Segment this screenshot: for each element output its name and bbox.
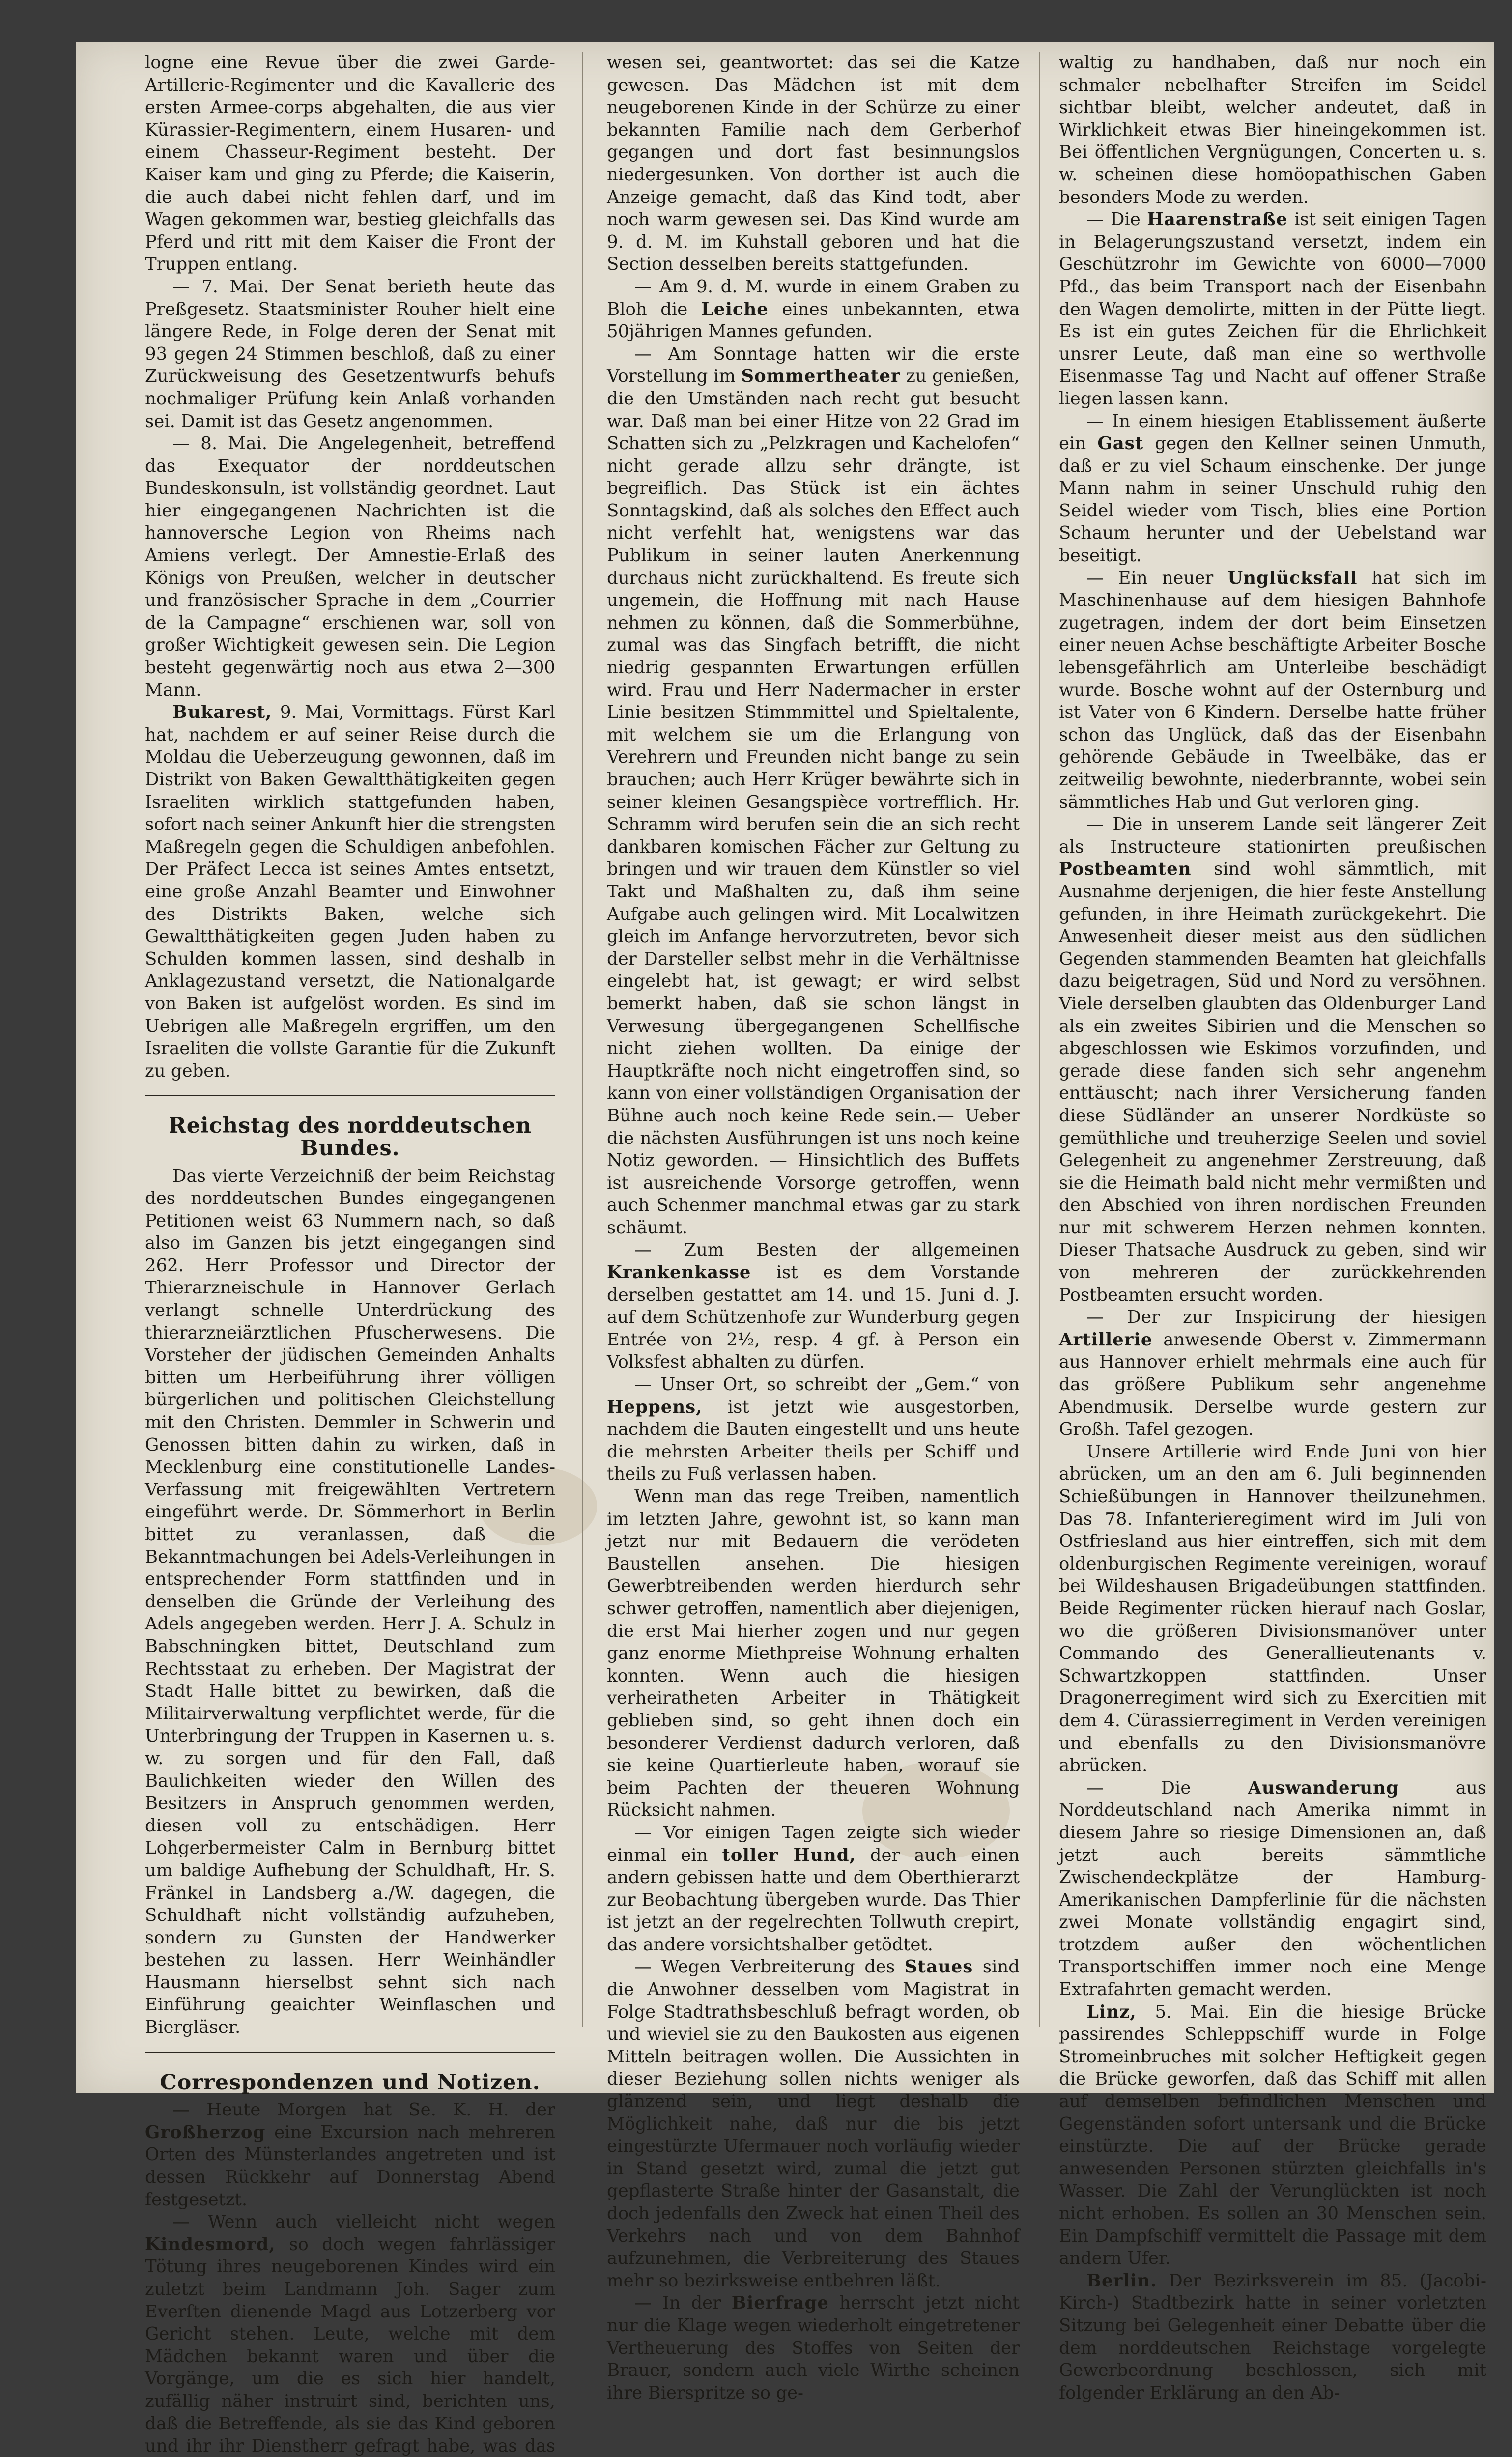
keyword: Kindesmord, [145,2234,276,2255]
keyword: Bierfrage [731,2293,829,2314]
keyword: Gast [1097,433,1144,454]
section-rule [145,1095,555,1096]
article-paragraph [1059,410,1486,567]
keyword: Großherzog [145,2122,266,2143]
column-separator [1039,52,1040,2027]
paragraph-text: — Wegen Verbreiterung des [634,1957,905,1977]
article-paragraph: wesen sei, geantwortet: das sei die Katze gewesen. Das Mädchen ist mit dem neugeborenen Kinde in der Schürze zu einer bekannten Familie nach dem Gerberhof gegangen und dort fast besinnungslos niedergesunken. Von dorther ist auch die Anzeige gemacht, daß das Kind todt, aber noch warm gewesen sei. Das Kind wurde am 9. d. M. im Kuhstall geboren und hat die Section desselben bereits stattgefunden. [607,53,1020,275]
article-paragraph [1059,208,1486,410]
keyword: Heppens, [607,1397,703,1417]
article-paragraph [145,701,555,1082]
article-paragraph [145,2099,555,2211]
article-paragraph [607,1373,1020,1486]
paragraph-text: aus Norddeutschland nach Amerika nimmt in diesem Jahre so riesige Dimensionen an, daß jetzt auch bereits sämmtliche Zwischendeckplätze der Hamburg-Amerikanischen Dampferlinie für die nächsten zwei Monate vollständig engagirt sind, trotzdem außer den wöchentlichen Transportschiffen immer noch eine Menge Extrafahrten gemacht werden. [1059,1777,1486,2000]
place-dateline: Berlin. [1086,2270,1157,2291]
paragraph-text: hat sich im Maschinenhause auf dem hiesigen Bahnhofe zugetragen, indem der dort beim Einsetzen einer neuen Achse beschäftigte Arbeiter Bosche lebensgefährlich am Unterleibe beschädigt wurde. Bosche wohnt auf der Osternburg und ist Vater von 6 Kindern. Derselbe hatte früher schon das Unglück, daß das der Eisenbahn gehörende Gebäude in Tweelbäke, das er zeitweilig bewohnte, niederbrannte, wobei sein sämmtliches Hab und Gut verloren ging. [1059,568,1486,812]
paragraph-text: — Der zur Inspicirung der hiesigen [1086,1307,1486,1328]
paragraph-text: — Vor einigen Tagen zeigte sich wieder einmal ein [607,1822,1020,1865]
paragraph-text: eines unbekannten, etwa 50jährigen Mannes gefunden. [607,299,1020,342]
place-dateline: Linz, [1086,2001,1137,2022]
column-2 [607,52,1020,2404]
paragraph-text: zu genießen, die den Umständen nach recht gut besucht war. Daß man bei einer Hitze von 22 Grad im Schatten sich zu „Pelzkragen und Kachelofen“ nicht gerade allzu sehr drängte, ist begreiflich. Das Stück ist ein ächtes Sonntagskind, daß als solches den Effect auch nicht verfehlt hat, wenigstens war das Publikum in seiner lauten Anerkennung durchaus nicht zurückhaltend. Es freute sich ungemein, die Hoffnung mit nach Hause nehmen zu können, daß die Sommerbühne, zumal was das Singfach betrifft, die nicht niedrig gespannten Erwartungen erfüllen wird. Frau und Herr Nadermacher in erster Linie besitzen Stimmmittel und Spieltalente, mit welchem sie um die Erlangung von Verehrern und Freunden nicht bange zu sein brauchen; auch Herr Krüger bewährte sich in seiner kleinen Gesangspièce vortrefflich. Hr. Schramm wird berufen sein die an sich recht dankbaren komischen Fächer zur Geltung zu bringen und wir trauen dem Künstler so viel Takt und Maßhalten zu, daß ihm seine Aufgabe auch gelingen wird. Mit Localwitzen gleich im Anfange hervorzutreten, bevor sich der Darsteller selbst mehr in die Verhältnisse eingelebt hat, ist gewagt; er wird selbst bemerkt haben, daß sie schon längst in Verwesung übergegangenen Schellfische nicht ziehen wollten. Da einige der Hauptkräfte noch nicht eingetroffen sind, so kann von einer vollständigen Organisation der Bühne auch noch keine Rede sein.— Ueber die nächsten Ausführungen ist uns noch keine Notiz geworden. — Hinsichtlich des Buffets ist ausreichende Vorsorge getroffen, wenn auch Schenmer manchmal etwas gar zu stark schäumt. [607,366,1020,1238]
keyword: Artillerie [1059,1329,1153,1350]
article-paragraph: waltig zu handhaben, daß nur noch ein schmaler nebelhafter Streifen im Seidel sichtbar bleibt, welcher andeutet, daß in Wirklichkeit etwas Bier hineingekommen ist. Bei öffentlichen Vergnügungen, Concerten u. s. w. scheinen diese homöopathischen Gaben besonders Mode zu werden. [1059,53,1486,207]
article-paragraph [1059,2001,1486,2270]
paragraph-text: — Die [1086,209,1147,230]
paragraph-text: herrscht jetzt nicht nur die Klage wegen wiederholt eingetretener Vertheuerung des Stoffes von Seiten der Brauer, sondern auch viele Wirthe scheinen ihre Bierspritze so ge- [607,2293,1020,2403]
article-paragraph [1059,1777,1486,2001]
paragraph-text: — Am 9. d. M. wurde in einem Graben zu Bloh die [607,276,1020,319]
paragraph-text: eine Excursion nach mehreren Orten des Münsterlandes angetreten und ist dessen Rückkehr auf Donnerstag Abend festgesetzt. [145,2122,555,2210]
paragraph-text: gegen den Kellner seinen Unmuth, daß er zu viel Schaum einschenke. Der junge Mann nahm in seiner Unschuld ruhig den Seidel wieder vom Tisch, blies eine Portion Schaum herunter und der Uebelstand war beseitigt. [1059,433,1486,566]
keyword: Unglücksfall [1227,568,1358,588]
paragraph-text: sind wohl sämmtlich, mit Ausnahme derjenigen, die hier feste Anstellung gefunden, in ihre Heimath zurückgekehrt. Die Anwesenheit dieser meist aus den südlichen Gegenden stammenden Beamten hat gleichfalls dazu beigetragen, Süd und Nord zu versöhnen. Viele derselben glaubten das Oldenburger Land als ein zweites Sibirien und die Menschen so abgeschlossen wie Eskimos vorzufinden, und gerade diese fanden sich sehr angenehm enttäuscht; nach ihrer Versicherung fanden diese Südländer an unserer Nordküste so gemüthliche und treuherzige Seelen und soviel Gelegenheit zu angenehmer Zerstreuung, daß sie die Heimath bald nicht mehr vermißten und den Abschied von ihren nordischen Freunden nur mit schwerem Herzen nehmen konnten. Dieser Thatsache Ausdruck zu geben, sind wir von mehreren der zurückkehrenden Postbeamten ersucht worden. [1059,859,1486,1305]
keyword: Haarenstraße [1147,209,1288,230]
paragraph-text: sind die Anwohner desselben vom Magistrat in Folge Stadtrathsbeschluß befragt worden, ob und wieviel sie zu den Baukosten aus eigenen Mitteln beitragen wollen. Die Aussichten in dieser Beziehung sollen nichts weniger als glänzend sein, und liegt deshalb die Möglichkeit nahe, daß nur die bis jetzt eingestürzte Ufermauer noch vorläufig wieder in Stand gesetzt wird, zumal die jetzt gut gepflasterte Straße hinter der Gasanstalt, die doch jedenfalls den Zweck hat einen Theil des Verkehrs nach und von dem Bahnhof aufzunehmen, die Verbreiterung des Staues mehr so bezirksweise entbehren läßt. [607,1957,1020,2291]
keyword: Staues [904,1957,973,1977]
article-paragraph [607,343,1020,1239]
paragraph-text: — Die [1086,1777,1248,1798]
article-paragraph [607,2292,1020,2404]
article-paragraph [1059,567,1486,814]
keyword: Sommertheater [741,366,901,387]
keyword: Leiche [701,299,769,319]
article-paragraph [1059,813,1486,1306]
paragraph-text: — Die in unserem Lande seit längerer Zeit als Instructeure stationirten preußischen [1059,814,1486,857]
column-1 [145,52,555,2457]
newspaper-page [76,42,1494,2457]
keyword: Krankenkasse [607,1262,751,1283]
article-paragraph: Unsere Artillerie wird Ende Juni von hier abrücken, um an den am 6. Juli beginnenden Schießübungen in Hannover theilzunehmen. Das 78. Infanterieregiment wird im Juli von Ostfriesland aus hier eintreffen, sich mit dem oldenburgischen Regimente vereinigen, worauf bei Wildeshausen Brigadeübungen stattfinden. Beide Regimenter rücken hierauf nach Goslar, wo die größeren Divisionsmanöver unter Commando des Generallieutenants v. Schwartzkoppen stattfinden. Unser Dragonerregiment wird sich zu Exercitien mit dem 4. Cürassierregiment in Verden vereinigen und ebenfalls zu den Divisionsmanövre abrücken. [1059,1441,1486,1776]
place-dateline: Bukarest, [172,702,272,723]
article-paragraph [1059,2270,1486,2404]
paragraph-text: — Heute Morgen hat Se. K. H. der [172,2100,555,2120]
article-paragraph [145,2211,555,2457]
article-paragraph: — 7. Mai. Der Senat berieth heute das Preßgesetz. Staatsminister Rouher hielt eine längere Rede, in Folge deren der Senat mit 93 gegen 24 Stimmen beschloß, daß zu einer Zurückweisung des Gesetzentwurfs behufs nochmaliger Prüfung kein Anlaß vorhanden sei. Damit ist das Gesetz angenommen. [145,276,555,431]
paragraph-text: anwesende Oberst v. Zimmermann aus Hannover erhielt mehrmals eine auch für das größere Publikum sehr angenehme Abendmusik. Derselbe wurde gestern zur Großh. Tafel gezogen. [1059,1329,1486,1440]
paragraph-text: 9. Mai, Vormittags. Fürst Karl hat, nachdem er auf seiner Reise durch die Moldau die Ueberzeugung gewonnen, daß im Distrikt von Baken Gewaltthätigkeiten gegen Israeliten wirklich stattgefunden haben, sofort nach seiner Ankunft hier die strengsten Maßregeln gegen die Schuldigen anbefohlen. Der Präfect Lecca ist seines Amtes entsetzt, eine große Anzahl Beamter und Einwohner des Distrikts Baken, welche sich Gewaltthätigkeiten gegen Juden haben zu Schulden kommen lassen, sind deshalb in Anklagezustand versetzt, die Nationalgarde von Baken ist aufgelöst worden. Es sind im Uebrigen alle Maßregeln ergriffen, um den Israeliten die vollste Garantie für die Zukunft zu geben. [145,702,555,1081]
paragraph-text: ist seit einigen Tagen in Belagerungszustand versetzt, indem ein Geschützrohr im Gewichte von 6000—7000 Pfd., das beim Transport nach der Eisenbahn den Wagen demolirte, mitten in der Pütte liegt. Es ist ein gutes Zeichen für die Ehrlichkeit unsrer Leute, daß man eine so werthvolle Eisenmasse Tag und Nacht auf offener Straße liegen lassen kann. [1059,209,1486,409]
article-paragraph [1059,1306,1486,1441]
paragraph-text: der auch einen andern gebissen hatte und dem Oberthierarzt zur Beobachtung übergeben wurde. Das Thier ist jetzt an der regelrechten Tollwuth crepirt, das andere vorsichtshalber getödtet. [607,1845,1020,1955]
article-paragraph [607,276,1020,343]
paragraph-text: — Ein neuer [1086,568,1228,588]
paragraph-text: 5. Mai. Ein die hiesige Brücke passirendes Schleppschiff wurde in Folge Stromeinbruches mit solcher Heftigkeit gegen die Brücke geworfen, daß das Schiff mit allen auf demselben befindlichen Menschen und Gegenständen sofort untersank und die Brücke einstürzte. Die auf der Brücke gerade anwesenden Personen stürzten gleichfalls in's Wasser. Die Zahl der Verunglückten ist noch nicht erhoben. Es sollen an 30 Menschen sein. Ein Dampfschiff vermittelt die Passage mit dem andern Ufer. [1059,2001,1486,2269]
keyword: Auswanderung [1248,1777,1399,1798]
article-paragraph [607,1956,1020,2292]
article-paragraph: Das vierte Verzeichniß der beim Reichstag des norddeutschen Bundes eingegangenen Petitionen weist 63 Nummern nach, so daß also im Ganzen bis jetzt eingegangen sind 262. Herr Professor und Director der Thierarzneischule in Hannover Gerlach verlangt schnelle Unterdrückung des thierarzneiärztlichen Pfuscherwesens. Die Vorsteher der jüdischen Gemeinden Anhalts bitten um Herbeiführung ihrer völligen bürgerlichen und politischen Gleichstellung mit den Christen. Demmler in Schwerin und Genossen bitten dahin zu wirken, daß in Mecklenburg eine constitutionelle Landes-Verfassung mit freigewählten Vertretern eingeführt werde. Dr. Sömmerhort in Berlin bittet zu veranlassen, daß die Bekanntmachungen bei Adels-Verleihungen in entsprechender Form stattfinden und in denselben die Gründe der Verleihung des Adels angegeben werden. Herr J. A. Schulz in Babschningken bittet, Deutschland zum Rechtsstaat zu erheben. Der Magistrat der Stadt Halle bittet zu bewirken, daß die Militairverwaltung verpflichtet werde, für die Unterbringung der Truppen in Kasernen u. s. w. zu sorgen und für den Fall, daß Baulichkeiten wieder den Willen des Besitzers in Anspruch genommen werden, diesen voll zu entschädigen. Herr Lohgerbermeister Calm in Bernburg bittet um baldige Aufhebung der Schuldhaft, Hr. S. Fränkel in Landsberg a./W. dagegen, die Schuldhaft nicht vollständig aufzuheben, sondern zu Gunsten der Handwerker bestehen zu lassen. Herr Weinhändler Hausmann hierselbst sehnt sich nach Einführung geaichter Weinflaschen und Biergläser. [145,1166,555,2038]
paragraph-text: — Wenn auch vielleicht nicht wegen [172,2212,555,2232]
keyword: toller Hund, [722,1845,856,1865]
column-separator [582,52,583,2027]
paragraph-text: — Zum Besten der allgemeinen [634,1240,1020,1260]
paragraph-text: ist jetzt wie ausgestorben, nachdem die Bauten eingestellt und uns heute die mehrsten Arbeiter theils per Schiff und theils zu Fuß verlassen haben. [607,1397,1020,1485]
paragraph-text: — In der [634,2293,732,2314]
keyword: Postbeamten [1059,859,1192,880]
article-paragraph: Wenn man das rege Treiben, namentlich im letzten Jahre, gewohnt ist, so kann man jetzt nur mit Bedauern die verödeten Baustellen ansehen. Die hiesigen Gewerbtreibenden werden hierdurch sehr schwer getroffen, namentlich aber diejenigen, die erst Mai hierher zogen und nur gegen ganz enorme Miethpreise Wohnung erhalten konnten. Wenn auch die hiesigen verheiratheten Arbeiter in Thätigkeit geblieben sind, so geht ihnen doch ein besonderer Verdienst dadurch verloren, daß sie keine Quartierleute haben, worauf sie beim Pachten der theueren Wohnung Rücksicht nahmen. [607,1486,1020,1821]
article-paragraph [607,1822,1020,1956]
article-paragraph: logne eine Revue über die zwei Garde-Artillerie-Regimenter und die Kavallerie des ersten Armee-corps abgehalten, die aus vier Kürassier-Regimentern, einem Husaren- und einem Chasseur-Regiment besteht. Der Kaiser kam und ging zu Pferde; die Kaiserin, die auch dabei nicht fehlen darf, und im Wagen gekommen war, bestieg gleichfalls das Pferd und ritt mit dem Kaiser die Front der Truppen entlang. [145,53,555,275]
section-heading-correspondenzen: Correspondenzen und Notizen. [160,2070,541,2095]
paragraph-text: — In einem hiesigen Etablissement äußerte ein [1059,411,1486,454]
column-3 [1059,52,1486,2404]
paragraph-text: ist es dem Vorstande derselben gestattet am 14. und 15. Juni d. J. auf dem Schützenhofe zur Wunderburg gegen Entrée von 2½, resp. 4 gf. à Person ein Volksfest abhalten zu dürfen. [607,1262,1020,1372]
paragraph-text: — Unser Ort, so schreibt der „Gem.“ von [634,1374,1020,1395]
article-paragraph [607,1239,1020,1373]
article-paragraph: — 8. Mai. Die Angelegenheit, betreffend das Exequator der norddeutschen Bundeskonsuln, ist vollständig geordnet. Laut hier eingegangenen Nachrichten ist die hannoversche Legion von Rheims nach Amiens verlegt. Der Amnestie-Erlaß des Königs von Preußen, welcher in deutscher und französischer Sprache in dem „Courrier de la Campagne“ erschienen war, soll von großer Wichtigkeit gewesen sein. Die Legion besteht gegenwärtig noch aus etwa 2—300 Mann. [145,433,555,700]
section-rule [145,2052,555,2053]
paragraph-text: — Am Sonntage hatten wir die erste Vorstellung im [607,343,1020,387]
section-heading-reichstag: Reichstag des norddeutschen Bundes. [169,1114,532,1161]
paragraph-text: so doch wegen fahrlässiger Tötung ihres neugeborenen Kindes wird ein zuletzt beim Landmann Joh. Sager zum Everſten dienende Magd aus Lotzerberg vor Gericht stehen. Leute, welche mit dem Mädchen bekannt waren und über die Vorgänge, um die es sich hier handelt, zufällig näher instruirt sind, berichten uns, daß die Betreffende, als sie das Kind geboren und ihr ihr Dienstherr gefragt habe, was das [145,2234,555,2457]
paragraph-text: Der Bezirksverein im 85. (Jacobi-Kirch-) Stadtbezirk hatte in seiner vorletzten Sitzung bei Gelegenheit einer Debatte über die dem norddeutschen Reichstage vorgelegte Gewerbeordnung beschlossen, sich mit folgender Erklärung an den Ab- [1059,2270,1486,2403]
